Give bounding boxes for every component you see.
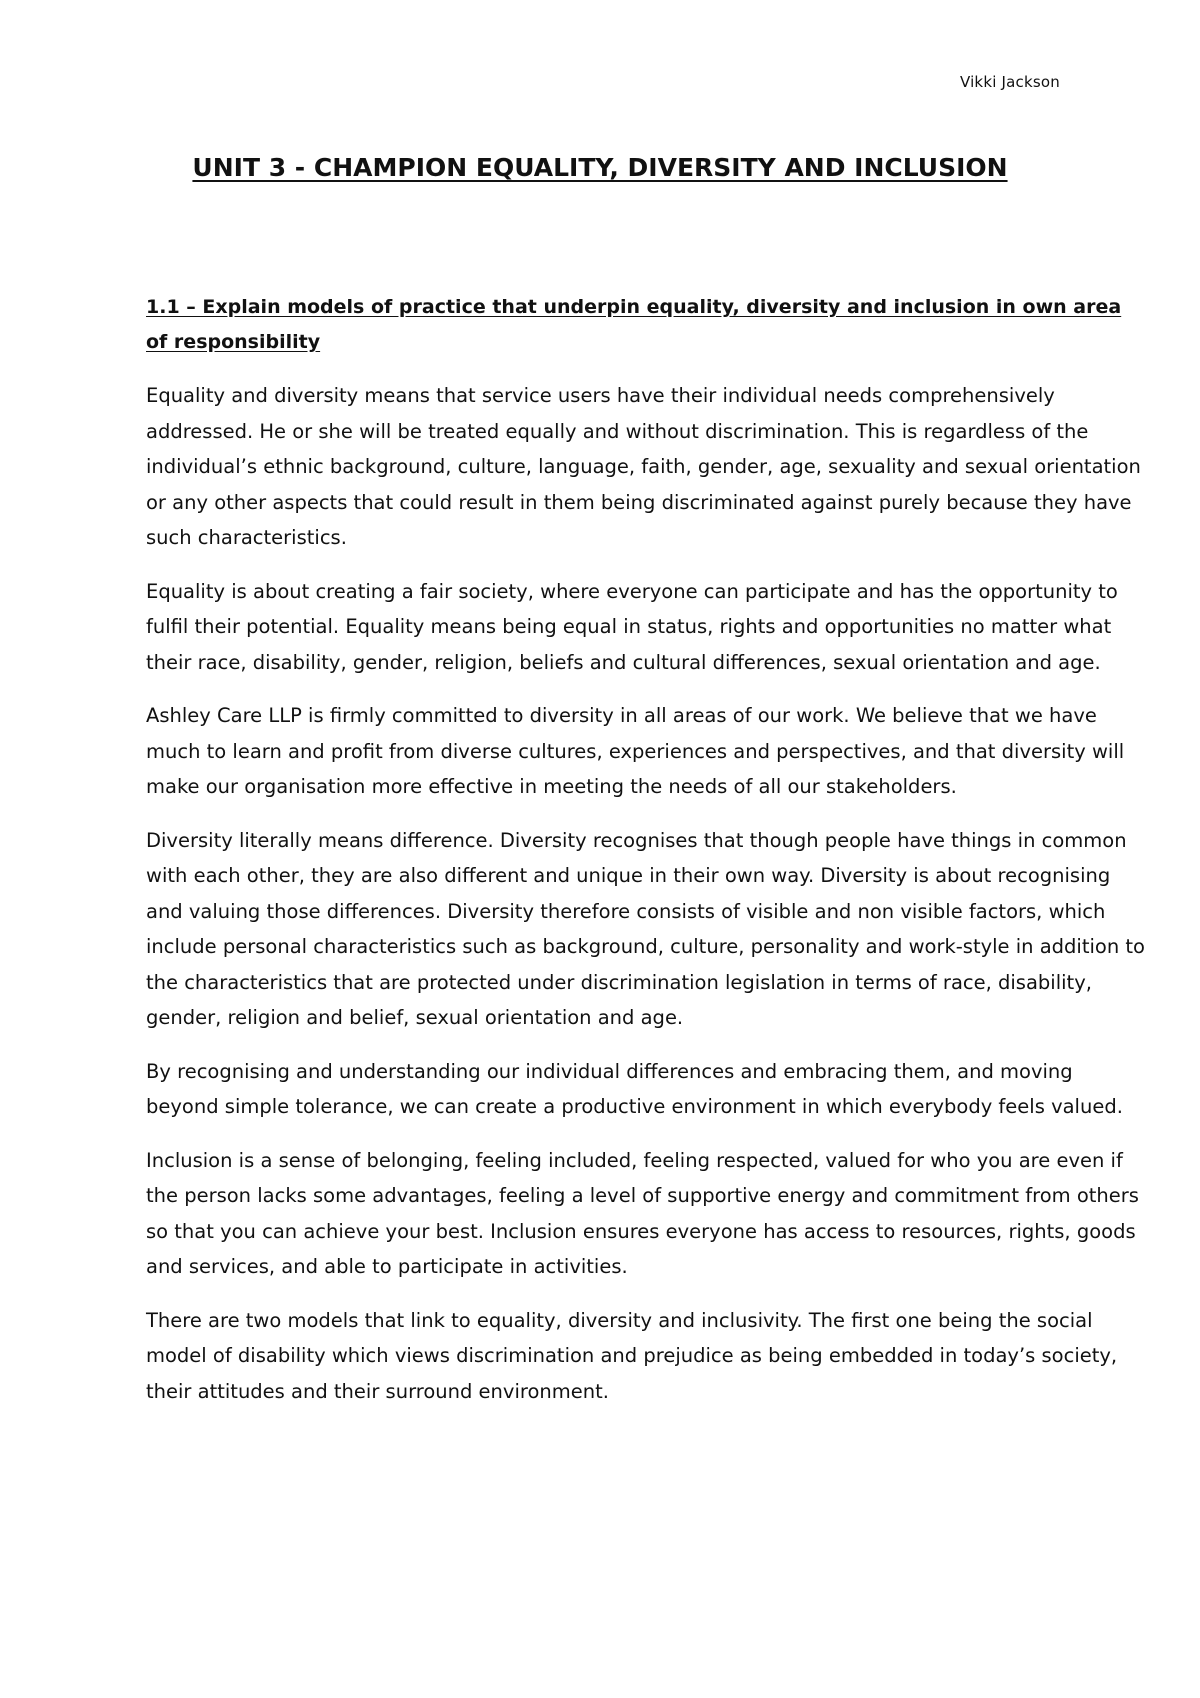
paragraph-equality-diversity: Equality and diversity means that service users have their individual needs comprehensively addressed. He or she will be treated equally and without discrimination. This is regardless of the individual’s ethnic background, culture, language, faith, gender, age, sexuality and sexual orientation or any other aspects that could result in them being discriminated against purely because they have such characteristics. [146,384,1141,549]
author-name: Vikki Jackson [959,73,1060,91]
paragraph-diversity: Diversity literally means difference. Diversity recognises that though people have things in common with each other, they are also different and unique in their own way. Diversity is about recognising and valuing those differences. Diversity therefore consists of visible and non visible factors, which include personal characteristics such as background, culture, personality and work-style in addition to the characteristics that are protected under discrimination legislation in terms of race, disability, gender, religion and belief, sexual orientation and age. [146,828,1145,1029]
section-heading: 1.1 – Explain models of practice that underpin equality, diversity and inclusion in own area of responsibility [146,296,1122,353]
paragraph-inclusion: Inclusion is a sense of belonging, feeling included, feeling respected, valued for who you are even if the person lacks some advantages, feeling a level of supportive energy and commitment from others so that you can achieve your best. Inclusion ensures everyone has access to resources, rights, goods and services, and able to participate in activities. [146,1148,1139,1278]
document-title: UNIT 3 - CHAMPION EQUALITY, DIVERSITY AND INCLUSION [192,153,1008,182]
paragraph-recognising-differences: By recognising and understanding our individual differences and embracing them, and moving beyond simple tolerance, we can create a productive environment in which everybody feels valued. [146,1059,1123,1118]
document-body [146,290,1146,1427]
paragraph-commitment: Ashley Care LLP is firmly committed to diversity in all areas of our work. We believe that we have much to learn and profit from diverse cultures, experiences and perspectives, and that diversity will make our organisation more effective in meeting the needs of all our stakeholders. [146,704,1125,798]
paragraph-models: There are two models that link to equality, diversity and inclusivity. The first one being the social model of disability which views discrimination and prejudice as being embedded in today’s society, their attitudes and their surround environment. [146,1308,1118,1403]
paragraph-equality: Equality is about creating a fair society, where everyone can participate and has the opportunity to fulfil their potential. Equality means being equal in status, rights and opportunities no matter what their race, disability, gender, religion, beliefs and cultural differences, sexual orientation and age. [146,579,1118,674]
